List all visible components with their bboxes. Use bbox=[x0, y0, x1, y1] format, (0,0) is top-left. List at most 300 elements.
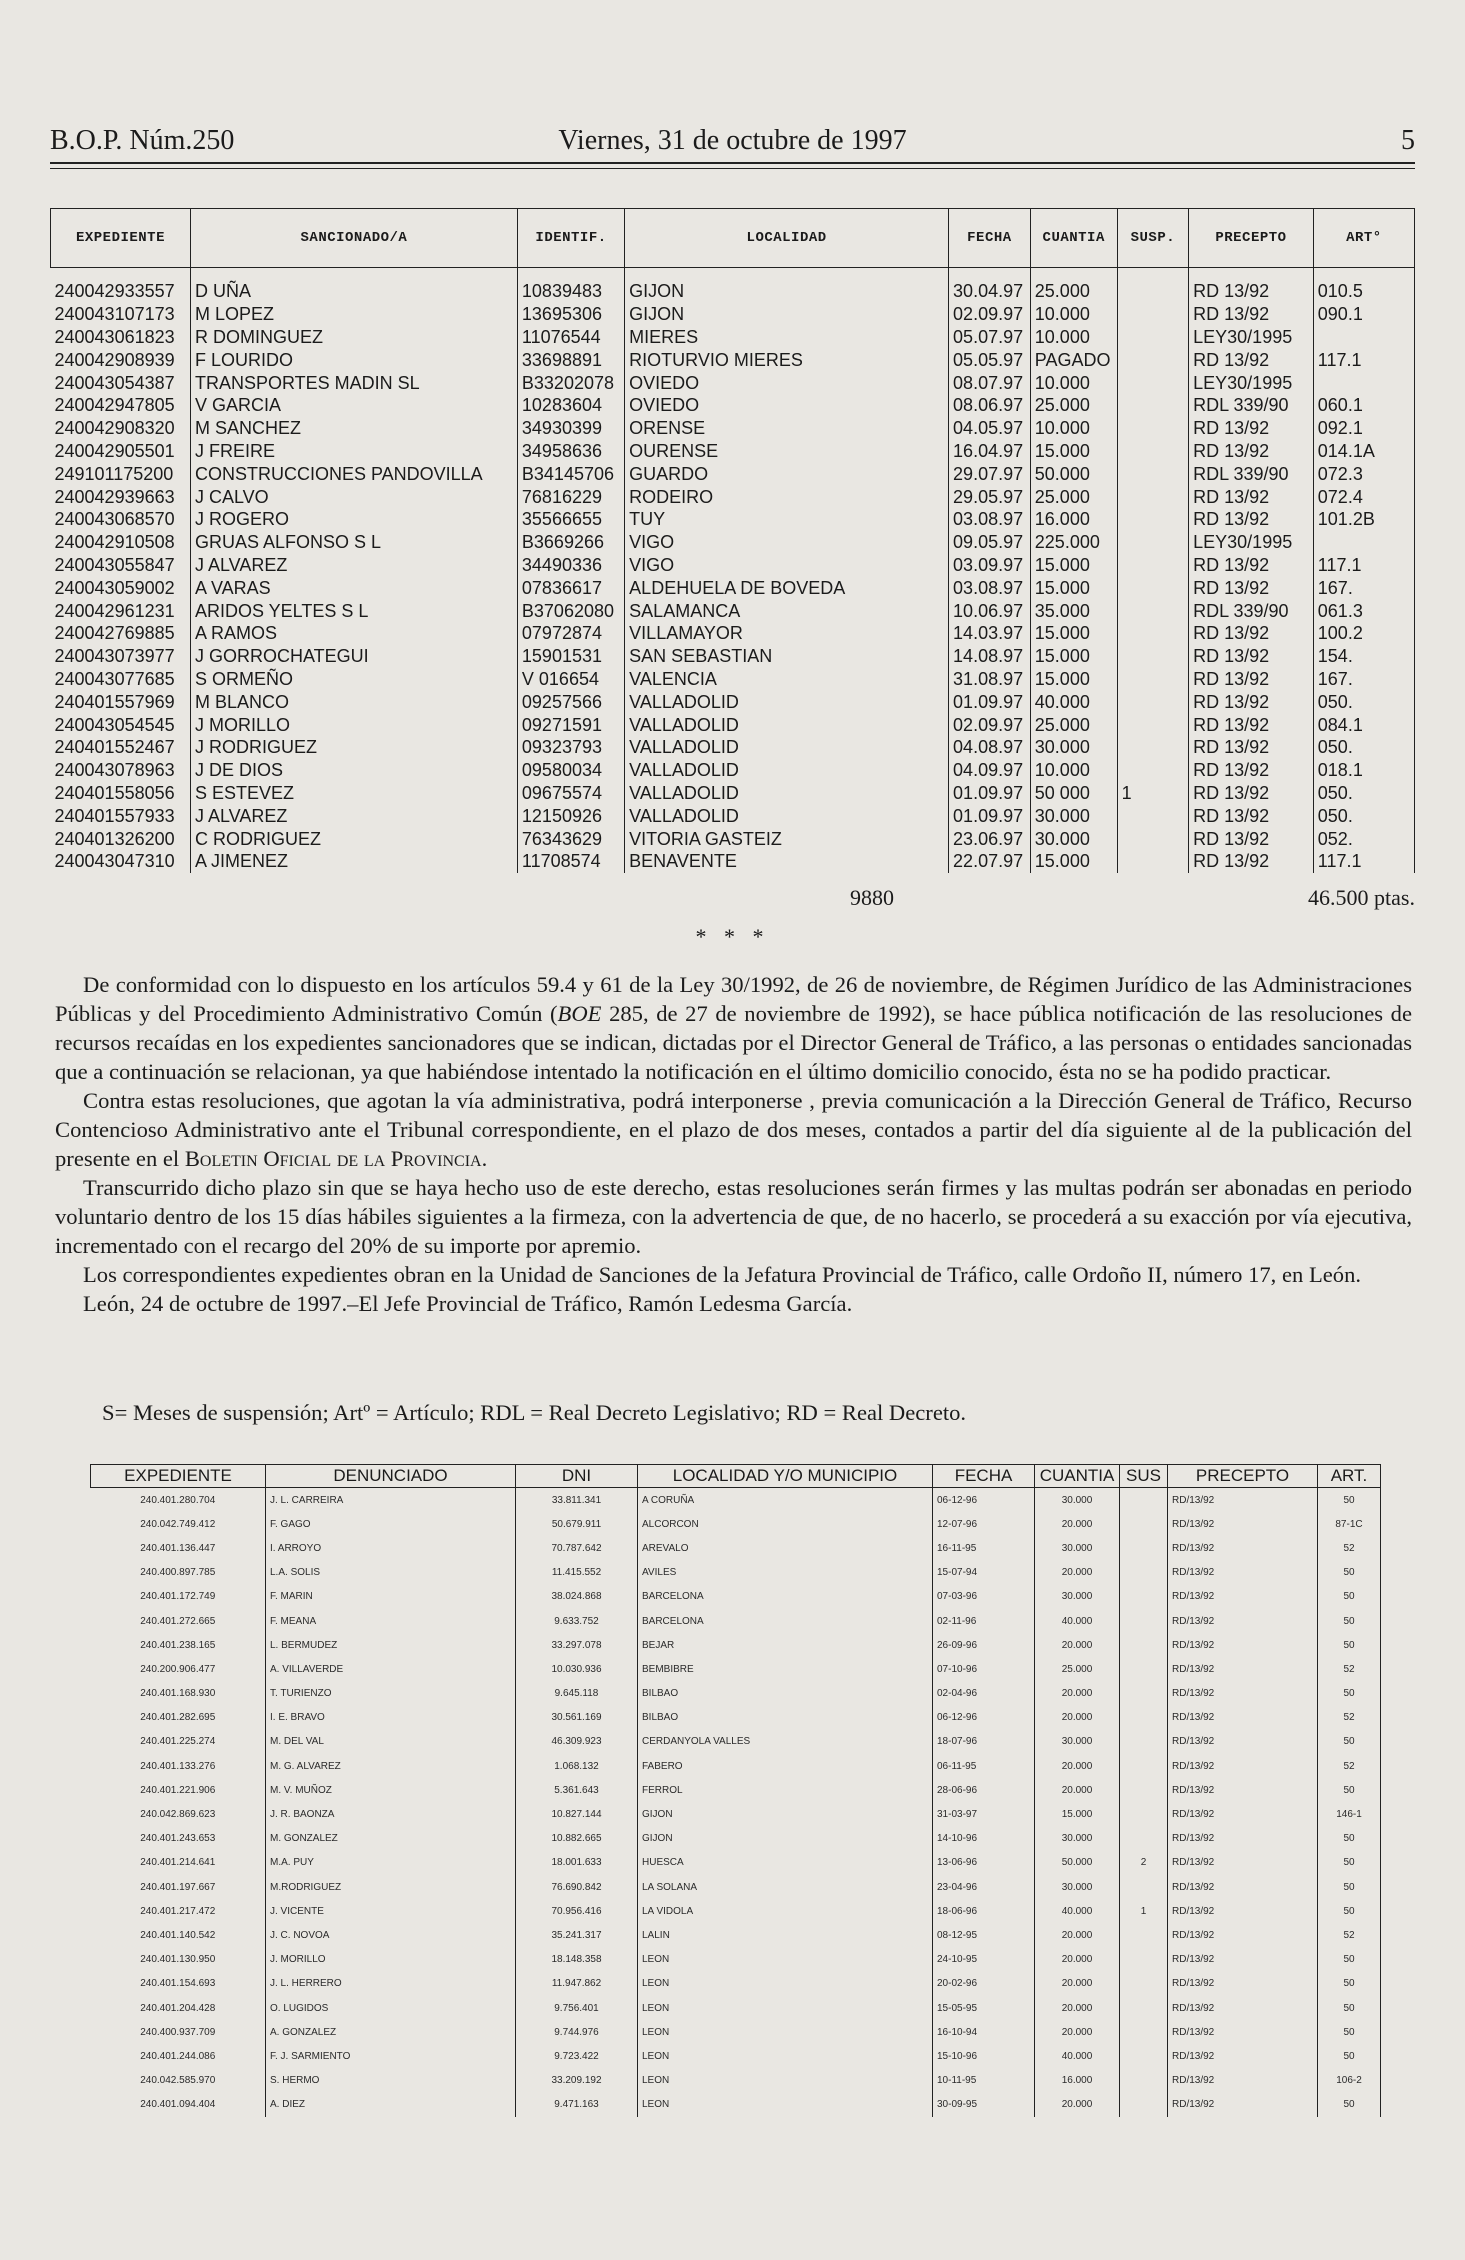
cell-fecha: 20-02-96 bbox=[933, 1972, 1035, 1996]
t1-col-localidad: LOCALIDAD bbox=[625, 209, 949, 268]
cell-art: 146-1 bbox=[1318, 1802, 1381, 1826]
cell-identif: B37062080 bbox=[517, 599, 624, 622]
cell-cuantia: 20.000 bbox=[1035, 2093, 1120, 2117]
cell-cuantia: 50 000 bbox=[1030, 782, 1117, 805]
cell-dni: 11.415.552 bbox=[516, 1561, 638, 1585]
cell-cuantia: 25.000 bbox=[1030, 394, 1117, 417]
cell-art bbox=[1313, 531, 1414, 554]
cell-fecha: 06-11-95 bbox=[933, 1754, 1035, 1778]
table-row bbox=[91, 1802, 1381, 1826]
cell-precepto: RD/13/92 bbox=[1168, 2069, 1318, 2093]
t2-col-fecha: FECHA bbox=[933, 1465, 1035, 1488]
cell-sancionado: V GARCIA bbox=[190, 394, 517, 417]
cell-precepto: RD/13/92 bbox=[1168, 1561, 1318, 1585]
cell-identif: 10283604 bbox=[517, 394, 624, 417]
cell-cuantia: 20.000 bbox=[1035, 1754, 1120, 1778]
cell-expediente: 240042905501 bbox=[54, 440, 175, 461]
cell-dni: 50.679.911 bbox=[516, 1512, 638, 1536]
cell-precepto: RD 13/92 bbox=[1189, 622, 1314, 645]
table-row bbox=[91, 2093, 1381, 2117]
table-row bbox=[51, 554, 1415, 577]
cell-susp bbox=[1117, 645, 1189, 668]
cell-denunciado: M.RODRIGUEZ bbox=[266, 1875, 516, 1899]
cell-art: 50 bbox=[1318, 1730, 1381, 1754]
cell-denunciado: I. ARROYO bbox=[266, 1536, 516, 1560]
t2-col-dni: DNI bbox=[516, 1465, 638, 1488]
cell-art: 50 bbox=[1318, 1875, 1381, 1899]
cell-expediente: 240.042.749.412 bbox=[140, 1518, 216, 1530]
cell-sus bbox=[1120, 1827, 1168, 1851]
cell-localidad: LEON bbox=[638, 1948, 933, 1972]
table-row bbox=[91, 1633, 1381, 1657]
cell-denunciado: A. DIEZ bbox=[266, 2093, 516, 2117]
cell-dni: 9.471.163 bbox=[516, 2093, 638, 2117]
cell-sus bbox=[1120, 1488, 1168, 1513]
cell-dni: 9.756.401 bbox=[516, 1996, 638, 2020]
cell-localidad: VALLADOLID bbox=[625, 690, 949, 713]
cell-art: 050. bbox=[1313, 782, 1414, 805]
cell-precepto: RD/13/92 bbox=[1168, 1778, 1318, 1802]
cell-art: 010.5 bbox=[1313, 280, 1414, 303]
cell-fecha: 14.08.97 bbox=[949, 645, 1031, 668]
cell-sancionado: M LOPEZ bbox=[190, 303, 517, 326]
cell-cuantia: PAGADO bbox=[1030, 348, 1117, 371]
cell-sancionado: J ROGERO bbox=[190, 508, 517, 531]
table-row bbox=[91, 1609, 1381, 1633]
cell-precepto: RD/13/92 bbox=[1168, 1730, 1318, 1754]
cell-expediente: 240401326200 bbox=[54, 828, 175, 849]
cell-art bbox=[1313, 326, 1414, 349]
cell-localidad: MIERES bbox=[625, 326, 949, 349]
cell-identif: 09323793 bbox=[517, 736, 624, 759]
cell-localidad: GIJON bbox=[638, 1802, 933, 1826]
cell-fecha: 02.09.97 bbox=[949, 713, 1031, 736]
cell-precepto: RD 13/92 bbox=[1189, 576, 1314, 599]
cell-identif: 34490336 bbox=[517, 554, 624, 577]
cell-localidad: AVILES bbox=[638, 1561, 933, 1585]
cell-fecha: 22.07.97 bbox=[949, 850, 1031, 873]
cell-fecha: 10.06.97 bbox=[949, 599, 1031, 622]
cell-dni: 9.744.976 bbox=[516, 2020, 638, 2044]
cell-sancionado: J MORILLO bbox=[190, 713, 517, 736]
cell-art: 50 bbox=[1318, 1682, 1381, 1706]
cell-susp bbox=[1117, 280, 1189, 303]
cell-identif: 09257566 bbox=[517, 690, 624, 713]
cell-cuantia: 10.000 bbox=[1030, 303, 1117, 326]
cell-localidad: VALLADOLID bbox=[625, 736, 949, 759]
cell-expediente: 240.400.897.785 bbox=[140, 1567, 216, 1579]
cell-art: 072.4 bbox=[1313, 485, 1414, 508]
cell-denunciado: M. G. ALVAREZ bbox=[266, 1754, 516, 1778]
cell-fecha: 02-11-96 bbox=[933, 1609, 1035, 1633]
cell-sancionado: M BLANCO bbox=[190, 690, 517, 713]
cell-cuantia: 15.000 bbox=[1035, 1802, 1120, 1826]
table-row bbox=[91, 1899, 1381, 1923]
cell-expediente: 240.401.272.665 bbox=[140, 1615, 216, 1627]
cell-cuantia: 35.000 bbox=[1030, 599, 1117, 622]
cell-art: 50 bbox=[1318, 1609, 1381, 1633]
cell-expediente: 240043077685 bbox=[54, 668, 175, 689]
cell-identif: 76816229 bbox=[517, 485, 624, 508]
cell-precepto: RD/13/92 bbox=[1168, 1512, 1318, 1536]
cell-sus bbox=[1120, 1536, 1168, 1560]
cell-denunciado: T. TURIENZO bbox=[266, 1682, 516, 1706]
cell-precepto: RD/13/92 bbox=[1168, 1633, 1318, 1657]
cell-art: 106-2 bbox=[1318, 2069, 1381, 2093]
cell-sancionado: J CALVO bbox=[190, 485, 517, 508]
cell-localidad: RIOTURVIO MIERES bbox=[625, 348, 949, 371]
cell-denunciado: F. MARIN bbox=[266, 1585, 516, 1609]
table-row bbox=[51, 827, 1415, 850]
cell-sus bbox=[1120, 2069, 1168, 2093]
table-row bbox=[51, 690, 1415, 713]
cell-localidad: BENAVENTE bbox=[625, 850, 949, 873]
cell-art: 50 bbox=[1318, 1827, 1381, 1851]
cell-sancionado: D UÑA bbox=[190, 280, 517, 303]
cell-expediente: 240401557969 bbox=[54, 691, 175, 712]
cell-susp bbox=[1117, 804, 1189, 827]
cell-art: 061.3 bbox=[1313, 599, 1414, 622]
cell-susp bbox=[1117, 736, 1189, 759]
cell-sancionado: CONSTRUCCIONES PANDOVILLA bbox=[190, 462, 517, 485]
cell-susp bbox=[1117, 508, 1189, 531]
cell-expediente: 240.200.906.477 bbox=[140, 1663, 216, 1675]
table-row bbox=[51, 326, 1415, 349]
cell-susp bbox=[1117, 303, 1189, 326]
cell-cuantia: 20.000 bbox=[1035, 1706, 1120, 1730]
cell-cuantia: 30.000 bbox=[1030, 804, 1117, 827]
table-row bbox=[51, 485, 1415, 508]
cell-precepto: RD/13/92 bbox=[1168, 1923, 1318, 1947]
table-spacer-row bbox=[51, 268, 1415, 281]
cell-cuantia: 15.000 bbox=[1030, 850, 1117, 873]
cell-cuantia: 20.000 bbox=[1035, 1512, 1120, 1536]
cell-precepto: LEY30/1995 bbox=[1189, 531, 1314, 554]
cell-susp bbox=[1117, 690, 1189, 713]
cell-dni: 33.297.078 bbox=[516, 1633, 638, 1657]
cell-fecha: 05.05.97 bbox=[949, 348, 1031, 371]
cell-sancionado: M SANCHEZ bbox=[190, 417, 517, 440]
cell-precepto: RD 13/92 bbox=[1189, 804, 1314, 827]
cell-localidad: LEON bbox=[638, 1972, 933, 1996]
cell-fecha: 15-05-95 bbox=[933, 1996, 1035, 2020]
cell-sancionado: J ALVAREZ bbox=[190, 804, 517, 827]
cell-cuantia: 20.000 bbox=[1035, 1561, 1120, 1585]
cell-denunciado: F. J. SARMIENTO bbox=[266, 2044, 516, 2068]
t1-col-sancionado: SANCIONADO/A bbox=[190, 209, 517, 268]
cell-denunciado: A. GONZALEZ bbox=[266, 2020, 516, 2044]
cell-art: 100.2 bbox=[1313, 622, 1414, 645]
cell-cuantia: 40.000 bbox=[1035, 1609, 1120, 1633]
cell-sancionado: TRANSPORTES MADIN SL bbox=[190, 371, 517, 394]
cell-cuantia: 15.000 bbox=[1030, 576, 1117, 599]
cell-precepto: RD/13/92 bbox=[1168, 1996, 1318, 2020]
cell-denunciado: J. L. HERRERO bbox=[266, 1972, 516, 1996]
cell-identif: B34145706 bbox=[517, 462, 624, 485]
cell-cuantia: 15.000 bbox=[1030, 668, 1117, 691]
cell-precepto: RD/13/92 bbox=[1168, 1827, 1318, 1851]
cell-localidad: VIGO bbox=[625, 554, 949, 577]
cell-susp bbox=[1117, 554, 1189, 577]
cell-localidad: GIJON bbox=[638, 1827, 933, 1851]
cell-art: 52 bbox=[1318, 1657, 1381, 1681]
cell-fecha: 13-06-96 bbox=[933, 1851, 1035, 1875]
cell-fecha: 15-07-94 bbox=[933, 1561, 1035, 1585]
cell-art: 50 bbox=[1318, 2093, 1381, 2117]
table-row bbox=[51, 736, 1415, 759]
cell-cuantia: 40.000 bbox=[1035, 1899, 1120, 1923]
cell-art: 090.1 bbox=[1313, 303, 1414, 326]
cell-art: 101.2B bbox=[1313, 508, 1414, 531]
cell-precepto: RD/13/92 bbox=[1168, 1682, 1318, 1706]
cell-cuantia: 30.000 bbox=[1035, 1536, 1120, 1560]
cell-fecha: 23.06.97 bbox=[949, 827, 1031, 850]
cell-localidad: ALDEHUELA DE BOVEDA bbox=[625, 576, 949, 599]
cell-expediente: 240043107173 bbox=[54, 304, 175, 325]
cell-localidad: ALCORCON bbox=[638, 1512, 933, 1536]
cell-denunciado: M. GONZALEZ bbox=[266, 1827, 516, 1851]
table-row bbox=[91, 1585, 1381, 1609]
cell-expediente: 240.042.869.623 bbox=[140, 1809, 216, 1821]
cell-fecha: 01.09.97 bbox=[949, 782, 1031, 805]
t1-col-art: ART° bbox=[1313, 209, 1414, 268]
cell-localidad: VIGO bbox=[625, 531, 949, 554]
table-row bbox=[91, 1923, 1381, 1947]
bulletin-number: B.O.P. Núm.250 bbox=[50, 125, 235, 156]
appeals-table-header bbox=[91, 1465, 1381, 1488]
cell-precepto: RD/13/92 bbox=[1168, 2093, 1318, 2117]
cell-sancionado: A RAMOS bbox=[190, 622, 517, 645]
page-header bbox=[50, 125, 1415, 161]
cell-art: 50 bbox=[1318, 1948, 1381, 1972]
t1-col-identif: IDENTIF. bbox=[517, 209, 624, 268]
cell-art: 014.1A bbox=[1313, 440, 1414, 463]
cell-fecha: 03.08.97 bbox=[949, 576, 1031, 599]
cell-denunciado: L. BERMUDEZ bbox=[266, 1633, 516, 1657]
cell-art: 50 bbox=[1318, 1778, 1381, 1802]
cell-sus bbox=[1120, 1561, 1168, 1585]
cell-expediente: 240.401.140.542 bbox=[140, 1929, 216, 1941]
cell-denunciado: I. E. BRAVO bbox=[266, 1706, 516, 1730]
cell-precepto: RDL 339/90 bbox=[1189, 394, 1314, 417]
t2-col-art: ART. bbox=[1318, 1465, 1381, 1488]
cell-susp bbox=[1117, 326, 1189, 349]
cell-identif: 15901531 bbox=[517, 645, 624, 668]
cell-art: 060.1 bbox=[1313, 394, 1414, 417]
table-row bbox=[51, 645, 1415, 668]
cell-fecha: 16.04.97 bbox=[949, 440, 1031, 463]
paragraph-4: Los correspondientes expedientes obran en la Unidad de Sanciones de la Jefatura Provincial de Tráfico, calle Ordoño II, número 17, en León. bbox=[83, 1262, 1362, 1287]
table-row bbox=[51, 531, 1415, 554]
cell-dni: 76.690.842 bbox=[516, 1875, 638, 1899]
cell-sus bbox=[1120, 2020, 1168, 2044]
cell-fecha: 04.09.97 bbox=[949, 759, 1031, 782]
cell-art: 50 bbox=[1318, 1851, 1381, 1875]
cell-precepto: RD/13/92 bbox=[1168, 1899, 1318, 1923]
cell-sus bbox=[1120, 1585, 1168, 1609]
cell-fecha: 05.07.97 bbox=[949, 326, 1031, 349]
cell-denunciado: J. MORILLO bbox=[266, 1948, 516, 1972]
cell-precepto: RD 13/92 bbox=[1189, 440, 1314, 463]
cell-precepto: RD/13/92 bbox=[1168, 1754, 1318, 1778]
paragraph-1-text-a: De conformidad con lo dispuesto en los artículos 59.4 y 61 de la Ley 30/1992, de 26 de noviembre, de Régimen Jurídico de las Administraciones Públicas y del Procedimiento Administrativo Común ( bbox=[55, 972, 1412, 1026]
cell-denunciado: S. HERMO bbox=[266, 2069, 516, 2093]
table-row bbox=[51, 759, 1415, 782]
cell-identif: 09271591 bbox=[517, 713, 624, 736]
cell-denunciado: F. MEANA bbox=[266, 1609, 516, 1633]
cell-art: 092.1 bbox=[1313, 417, 1414, 440]
cell-cuantia: 20.000 bbox=[1035, 1778, 1120, 1802]
cell-sus bbox=[1120, 1802, 1168, 1826]
cell-identif: 13695306 bbox=[517, 303, 624, 326]
cell-identif: 09675574 bbox=[517, 782, 624, 805]
cell-expediente: 240.401.204.428 bbox=[140, 2002, 216, 2014]
cell-susp bbox=[1117, 440, 1189, 463]
cell-fecha: 16-11-95 bbox=[933, 1536, 1035, 1560]
cell-localidad: ORENSE bbox=[625, 417, 949, 440]
appeals-table bbox=[90, 1464, 1381, 2117]
cell-denunciado: M.A. PUY bbox=[266, 1851, 516, 1875]
table-row bbox=[51, 508, 1415, 531]
cell-expediente: 240.401.172.749 bbox=[140, 1591, 216, 1603]
cell-precepto: RD 13/92 bbox=[1189, 759, 1314, 782]
cell-localidad: A CORUÑA bbox=[638, 1488, 933, 1513]
table-row bbox=[51, 303, 1415, 326]
cell-localidad: OVIEDO bbox=[625, 371, 949, 394]
cell-localidad: VALLADOLID bbox=[625, 713, 949, 736]
cell-localidad: LEON bbox=[638, 2020, 933, 2044]
cell-art: 072.3 bbox=[1313, 462, 1414, 485]
cell-art bbox=[1313, 371, 1414, 394]
cell-cuantia: 40.000 bbox=[1030, 690, 1117, 713]
cell-sus bbox=[1120, 1778, 1168, 1802]
cell-localidad: BARCELONA bbox=[638, 1585, 933, 1609]
cell-sus bbox=[1120, 1923, 1168, 1947]
paragraph-1-text-b: 285, de 27 de noviembre de 1992), se hace pública notificación de las resoluciones de recursos recaídas en los expedientes sancionadores que se indican, dictadas por el Director General de Tráfico, a las personas o entidades sancionadas que a continuación se relacionan, ya que habiéndose intentado la notificación en el último domicilio conocido, ésta no se ha podido practicar. bbox=[55, 1001, 1413, 1084]
cell-cuantia: 15.000 bbox=[1030, 440, 1117, 463]
cell-sancionado: J GORROCHATEGUI bbox=[190, 645, 517, 668]
table-row bbox=[91, 1996, 1381, 2020]
paragraph-3: Transcurrido dicho plazo sin que se haya hecho uso de este derecho, estas resoluciones serán firmes y las multas podrán ser abonadas en periodo voluntario dentro de los 15 días hábiles siguientes a la firmeza, con la advertencia de que, de no hacerlo, se procederá a su exacción por vía ejecutiva, incrementado con el recargo del 20% de su importe por apremio. bbox=[55, 1175, 1412, 1258]
t2-col-sus: SUS bbox=[1120, 1465, 1168, 1488]
t1-col-fecha: FECHA bbox=[949, 209, 1031, 268]
cell-expediente: 240.401.243.653 bbox=[140, 1833, 216, 1845]
cell-identif: 07972874 bbox=[517, 622, 624, 645]
cell-sus: 1 bbox=[1120, 1899, 1168, 1923]
cell-denunciado: J. L. CARREIRA bbox=[266, 1488, 516, 1513]
cell-cuantia: 30.000 bbox=[1035, 1827, 1120, 1851]
cell-precepto: RD 13/92 bbox=[1189, 668, 1314, 691]
cell-cuantia: 30.000 bbox=[1035, 1585, 1120, 1609]
cell-localidad: LA SOLANA bbox=[638, 1875, 933, 1899]
table-row bbox=[91, 1827, 1381, 1851]
cell-dni: 9.645.118 bbox=[516, 1682, 638, 1706]
cell-precepto: RD/13/92 bbox=[1168, 1609, 1318, 1633]
table-row bbox=[51, 280, 1415, 303]
table-row bbox=[91, 1875, 1381, 1899]
cell-art: 50 bbox=[1318, 1585, 1381, 1609]
cell-art: 50 bbox=[1318, 1972, 1381, 1996]
cell-fecha: 03.08.97 bbox=[949, 508, 1031, 531]
cell-susp: 1 bbox=[1117, 782, 1189, 805]
cell-localidad: LEON bbox=[638, 2093, 933, 2117]
cell-expediente: 240042908320 bbox=[54, 418, 175, 439]
cell-susp bbox=[1117, 713, 1189, 736]
cell-art: 167. bbox=[1313, 576, 1414, 599]
table-row bbox=[51, 417, 1415, 440]
cell-expediente: 249101175200 bbox=[54, 463, 174, 484]
cell-sus bbox=[1120, 1512, 1168, 1536]
cell-localidad: VALLADOLID bbox=[625, 759, 949, 782]
cell-art: 154. bbox=[1313, 645, 1414, 668]
cell-denunciado: M. DEL VAL bbox=[266, 1730, 516, 1754]
cell-fecha: 30-09-95 bbox=[933, 2093, 1035, 2117]
cell-dni: 33.811.341 bbox=[516, 1488, 638, 1513]
cell-precepto: RD 13/92 bbox=[1189, 554, 1314, 577]
cell-expediente: 240.401.133.276 bbox=[140, 1760, 216, 1772]
table-row bbox=[91, 1754, 1381, 1778]
cell-localidad: FERROL bbox=[638, 1778, 933, 1802]
cell-fecha: 08.06.97 bbox=[949, 394, 1031, 417]
cell-localidad: LEON bbox=[638, 1996, 933, 2020]
cell-sancionado: C RODRIGUEZ bbox=[190, 827, 517, 850]
cell-identif: 33698891 bbox=[517, 348, 624, 371]
cell-dni: 46.309.923 bbox=[516, 1730, 638, 1754]
table-row bbox=[51, 599, 1415, 622]
cell-sancionado: ARIDOS YELTES S L bbox=[190, 599, 517, 622]
cell-dni: 11.947.862 bbox=[516, 1972, 638, 1996]
cell-expediente: 240043054387 bbox=[54, 372, 175, 393]
cell-fecha: 03.09.97 bbox=[949, 554, 1031, 577]
cell-precepto: RD/13/92 bbox=[1168, 1802, 1318, 1826]
cell-localidad: VALLADOLID bbox=[625, 782, 949, 805]
cell-art: 52 bbox=[1318, 1536, 1381, 1560]
cell-identif: B3669266 bbox=[517, 531, 624, 554]
cell-sus bbox=[1120, 1948, 1168, 1972]
cell-susp bbox=[1117, 348, 1189, 371]
cell-art: 50 bbox=[1318, 1899, 1381, 1923]
cell-localidad: TUY bbox=[625, 508, 949, 531]
cell-fecha: 07-03-96 bbox=[933, 1585, 1035, 1609]
table-row bbox=[51, 394, 1415, 417]
cell-precepto: RD/13/92 bbox=[1168, 1851, 1318, 1875]
table-row bbox=[91, 2020, 1381, 2044]
cell-denunciado: J. C. NOVOA bbox=[266, 1923, 516, 1947]
cell-expediente: 240.401.244.086 bbox=[140, 2050, 216, 2062]
cell-fecha: 23-04-96 bbox=[933, 1875, 1035, 1899]
legend: S= Meses de suspensión; Artº = Artículo; RDL = Real Decreto Legislativo; RD = Real Decreto. bbox=[102, 1400, 967, 1425]
cell-precepto: RD/13/92 bbox=[1168, 1972, 1318, 1996]
cell-susp bbox=[1117, 576, 1189, 599]
cell-localidad: LA VIDOLA bbox=[638, 1899, 933, 1923]
cell-precepto: RD 13/92 bbox=[1189, 417, 1314, 440]
table-row bbox=[51, 462, 1415, 485]
cell-fecha: 14-10-96 bbox=[933, 1827, 1035, 1851]
cell-dni: 70.787.642 bbox=[516, 1536, 638, 1560]
cell-fecha: 07-10-96 bbox=[933, 1657, 1035, 1681]
cell-fecha: 04.05.97 bbox=[949, 417, 1031, 440]
cell-precepto: RD 13/92 bbox=[1189, 690, 1314, 713]
cell-denunciado: A. VILLAVERDE bbox=[266, 1657, 516, 1681]
cell-art: 167. bbox=[1313, 668, 1414, 691]
cell-sus bbox=[1120, 1609, 1168, 1633]
cell-precepto: RD 13/92 bbox=[1189, 736, 1314, 759]
cell-sancionado: J ALVAREZ bbox=[190, 554, 517, 577]
cell-precepto: RD/13/92 bbox=[1168, 2044, 1318, 2068]
cell-expediente: 240401557933 bbox=[54, 805, 175, 826]
table-row bbox=[91, 1512, 1381, 1536]
cell-sancionado: J RODRIGUEZ bbox=[190, 736, 517, 759]
